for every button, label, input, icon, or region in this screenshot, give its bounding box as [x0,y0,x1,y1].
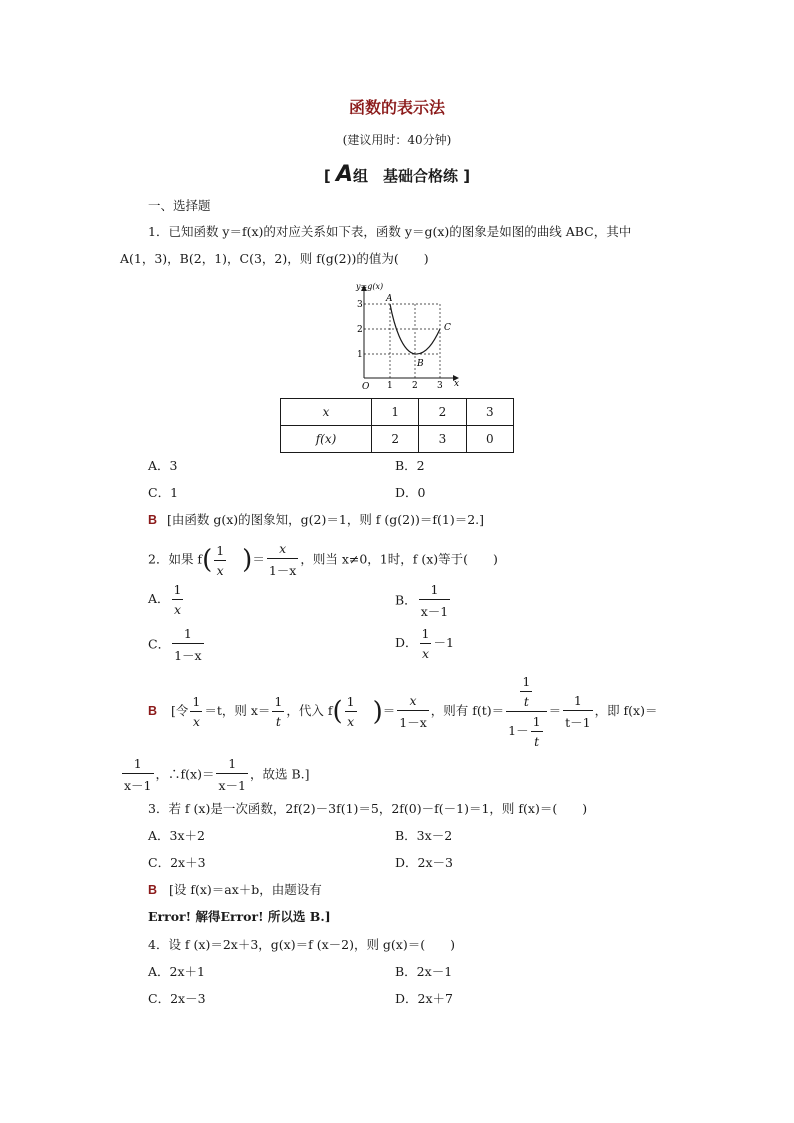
paren-close: ) [242,545,253,575]
table-cell: x [281,399,372,426]
fraction [267,541,299,579]
q1-function-table [280,398,514,453]
denominator: x－1 [124,778,152,793]
answer-text: ＝ [382,703,396,718]
numerator: 1 [419,582,451,600]
table-cell: 2 [419,399,466,426]
answer-text: ＝ [548,703,562,718]
numerator: x [267,541,299,559]
numerator: 1 [345,694,357,712]
numerator: 1 [190,694,202,712]
q2-answer-line1 [148,674,657,749]
numerator [506,674,546,712]
q1-answer-letter: B [148,513,158,527]
fraction [122,756,154,794]
fraction [397,693,429,731]
denominator: x [173,602,182,617]
denominator: x [347,714,355,729]
y-tick-1: 1 [357,350,363,360]
y-tick-2: 2 [357,325,363,335]
numerator: 1 [122,756,154,774]
denominator: 1－x [268,563,297,578]
q3-option-c: C．2x＋3 [148,855,206,870]
table-cell: f(x) [281,426,372,453]
table-cell: 2 [372,426,419,453]
answer-text: ，即 f(x)＝ [594,703,658,718]
complex-fraction [506,674,546,749]
fraction [190,694,202,729]
q1-graph [354,280,474,392]
denominator: t [534,734,540,749]
graph-ylabel: y=g(x) [356,282,384,291]
q2-option-a [148,582,185,617]
q3-option-a: A．3x＋2 [148,828,205,843]
q2-option-d [395,626,454,661]
q3-stem: 3．若 f (x)是一次函数，2f(2)－3f(1)＝5，2f(0)－f(－1)＝1，则 f(x)＝( ) [148,801,588,816]
table-cell: 0 [466,426,513,453]
denominator: x [216,562,224,578]
q1-stem-line2: A(1，3)，B(2，1)，C(3，2)，则 f(g(2))的值为( ) [120,251,429,266]
answer-text: [令 [171,703,189,718]
q3-option-d: D．2x－3 [395,855,453,870]
fraction [345,694,357,729]
answer-text: ＝t，则 x＝ [204,703,271,718]
q2-stem [148,541,498,579]
fraction [531,714,543,749]
q3-answer-letter: B [148,883,158,897]
graph-origin: O [362,382,370,392]
q4-stem: 4．设 f (x)＝2x＋3，g(x)＝f (x－2)，则 g(x)＝( ) [148,937,455,952]
q2-option-b [395,582,452,620]
paren-open: ( [332,696,343,727]
denominator: t [275,714,281,729]
q1-option-d: D．0 [395,485,426,500]
denominator: 1－x [174,648,202,663]
q4-option-c: C．2x－3 [148,991,206,1006]
q3-option-b: B．3x－2 [395,828,453,843]
table-cell: 3 [466,399,513,426]
section-letter: A [335,162,353,187]
paren-open: ( [202,545,213,575]
denominator: x [192,714,200,729]
fraction [172,626,204,664]
q1-stem-line1: 1．已知函数 y＝f(x)的对应关系如下表，函数 y＝g(x)的图象是如图的曲线 ABC，其中 [148,224,632,239]
table-cell: 3 [419,426,466,453]
fraction [419,582,451,620]
fraction [172,582,184,617]
x-tick-1: 1 [387,381,393,391]
fraction [214,543,226,578]
graph-xlabel: x [454,379,460,389]
fraction [563,693,592,731]
q1-answer [148,514,484,527]
numerator: 1 [420,626,432,644]
point-a-label: A [386,294,393,304]
option-label: C． [148,636,171,652]
answer-text: ，故选 B.] [249,766,310,782]
q2-lead: 2．如果 f [148,551,203,567]
q3-answer-text: [设 f(x)＝ax＋b，由题设有 [169,882,322,897]
fraction [216,756,248,794]
answer-text: 1－ [508,723,529,738]
q1-option-a: A．3 [148,458,178,473]
denominator: 1－x [399,714,427,730]
section-text: 组 基础合格练 [353,167,459,185]
numerator: 1 [172,626,204,644]
denominator: x－1 [218,778,246,793]
answer-text: ，代入 f [286,703,333,718]
q3-answer [148,884,322,897]
part-heading: 一、选择题 [148,198,211,213]
table-row [281,426,514,453]
suggested-time: (建议用时：40分钟) [342,133,452,147]
table-cell: 1 [372,399,419,426]
numerator: 1 [214,543,226,561]
denominator: t [523,694,529,709]
q2-option-c [148,626,206,664]
fraction [272,694,284,729]
x-tick-3: 3 [437,381,443,391]
numerator: 1 [216,756,248,774]
option-label: D． [395,635,418,650]
numerator: 1 [272,694,284,712]
q2-tail: ，则当 x≠0，1时，f (x)等于( ) [300,551,498,567]
q4-option-b: B．2x－1 [395,964,453,979]
section-bracket-open: [ [323,167,331,185]
denominator: t－1 [565,714,591,730]
denominator [506,712,546,749]
point-b-label: B [417,359,424,369]
denominator: x [421,646,430,661]
numerator: x [397,693,429,711]
equals: ＝ [252,551,265,567]
table-row [281,399,514,426]
option-tail: －1 [433,635,454,650]
point-c-label: C [444,323,451,333]
q4-option-d: D．2x＋7 [395,991,453,1006]
option-label: B． [395,592,417,608]
q4-option-a: A．2x＋1 [148,964,205,979]
q1-answer-text: [由函数 g(x)的图象知，g(2)＝1，则 f (g(2))＝f(1)＝2.] [167,512,485,527]
answer-text: ，∴f(x)＝ [155,766,215,782]
page-title: 函数的表示法 [348,98,445,117]
answer-text: ，则有 f(t)＝ [430,703,505,718]
fraction [520,674,532,709]
fraction [420,626,432,661]
q2-answer-line2 [120,756,309,794]
section-bracket-close: ] [463,167,471,185]
q3-error-line: Error! 解得Error! 所以选 B.] [148,909,331,924]
x-tick-2: 2 [412,381,418,391]
numerator: 1 [172,582,184,600]
numerator: 1 [531,714,543,732]
denominator: x－1 [420,604,449,619]
q2-answer-letter: B [148,704,158,718]
section-heading [0,164,794,186]
paren-close: ) [372,696,383,727]
q1-option-b: B．2 [395,458,425,473]
option-label: A． [148,591,170,606]
y-tick-3: 3 [357,300,363,310]
q1-option-c: C．1 [148,485,179,500]
numerator: 1 [520,674,532,692]
numerator: 1 [563,693,592,711]
